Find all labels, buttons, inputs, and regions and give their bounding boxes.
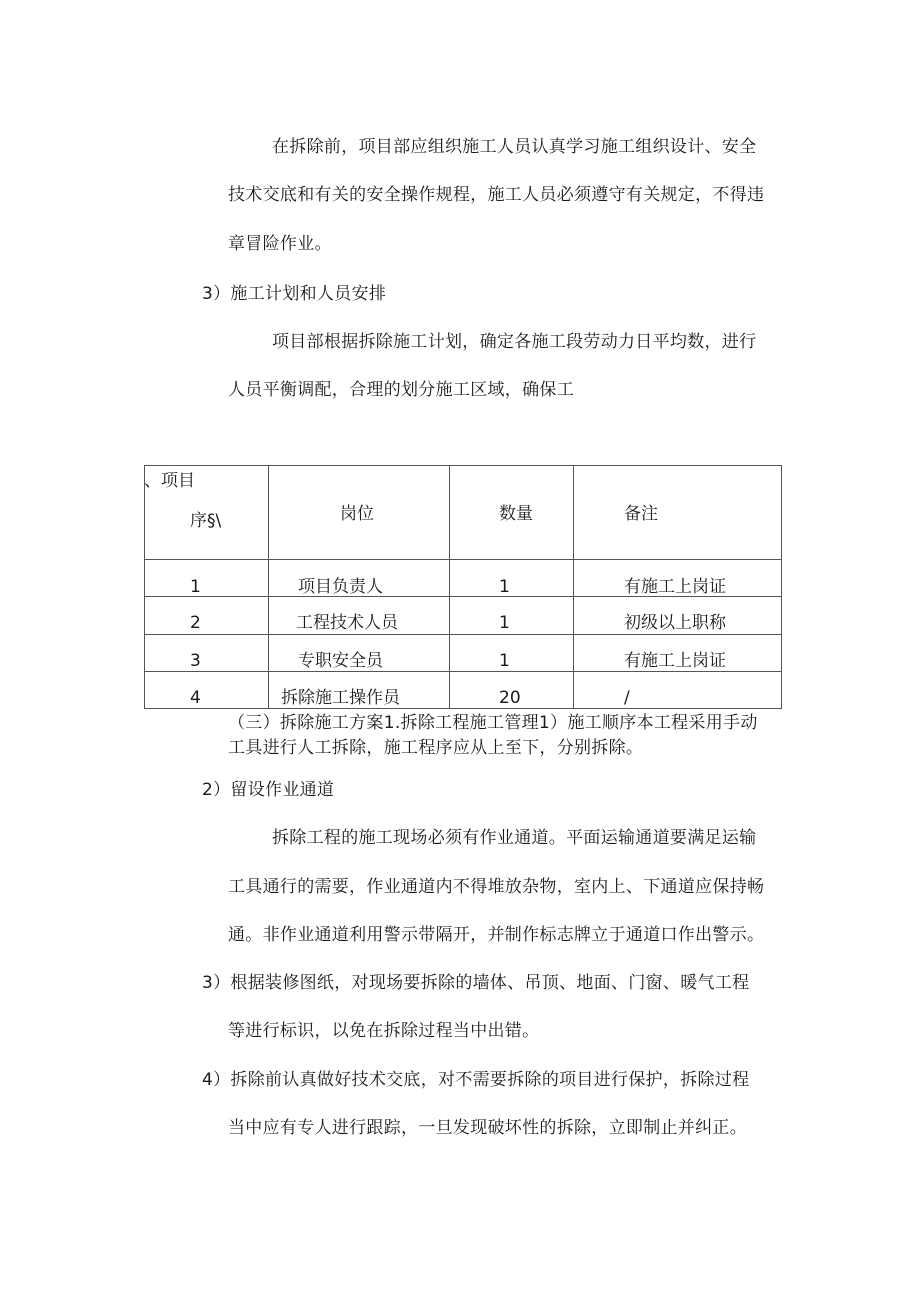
paragraph-line: （三）拆除施工方案1.拆除工程施工管理1）施工顺序本工程采用手动	[228, 713, 758, 733]
paragraph-line: 人员平衡调配，合理的划分施工区域，确保工	[228, 380, 574, 400]
table-cell-no: 1	[190, 577, 201, 597]
list-item-line: 3）根据装修图纸，对现场要拆除的墙体、吊顶、地面、门窗、暖气工程	[202, 973, 750, 993]
table-cell-remark: 有施工上岗证	[624, 577, 726, 597]
paragraph-line: 通。非作业通道利用警示带隔开，并制作标志牌立于通道口作出警示。	[228, 925, 765, 945]
list-item-line: 等进行标识，以免在拆除过程当中出错。	[228, 1021, 540, 1041]
table-header-remark: 备注	[624, 504, 658, 524]
table-cell-quantity: 1	[499, 651, 510, 671]
table-cell-remark: /	[624, 688, 630, 708]
table-cell-remark: 有施工上岗证	[624, 651, 726, 671]
table-cell-quantity: 1	[499, 577, 510, 597]
table-rule	[144, 465, 782, 466]
table-header-diag-top: 、项目	[144, 471, 195, 491]
table-cell-position: 专职安全员	[298, 651, 383, 671]
table-cell-remark: 初级以上职称	[624, 613, 726, 633]
table-cell-quantity: 20	[499, 688, 521, 708]
table-header-diag-bottom: 序§\	[190, 511, 222, 531]
paragraph-line: 工具通行的需要，作业通道内不得堆放杂物，室内上、下通道应保持畅	[228, 877, 765, 897]
table-header-position: 岗位	[340, 504, 374, 524]
table-rule	[144, 634, 782, 635]
paragraph-line: 章冒险作业。	[228, 234, 332, 254]
list-item-line: 当中应有专人进行跟踪，一旦发现破坏性的拆除，立即制止并纠正。	[228, 1118, 747, 1138]
table-rule	[144, 465, 145, 709]
table-header-quantity: 数量	[499, 504, 533, 524]
table-cell-no: 3	[190, 651, 201, 671]
table-cell-position: 工程技术人员	[296, 613, 398, 633]
list-item-line: 4）拆除前认真做好技术交底，对不需要拆除的项目进行保护，拆除过程	[202, 1070, 750, 1090]
table-cell-no: 2	[190, 613, 201, 633]
section-heading: 3）施工计划和人员安排	[202, 284, 387, 304]
paragraph-line: 拆除工程的施工现场必须有作业通道。平面运输通道要满足运输	[272, 828, 757, 848]
table-rule	[449, 465, 450, 709]
staffing-table	[144, 465, 782, 709]
table-rule	[268, 465, 269, 709]
table-rule	[781, 465, 782, 709]
paragraph-line: 项目部根据拆除施工计划，确定各施工段劳动力日平均数，进行	[272, 332, 757, 352]
table-cell-position: 项目负责人	[298, 577, 383, 597]
paragraph-line: 技术交底和有关的安全操作规程，施工人员必须遵守有关规定，不得违	[228, 185, 765, 205]
table-cell-no: 4	[190, 688, 201, 708]
section-heading: 2）留设作业通道	[202, 780, 335, 800]
table-rule	[144, 708, 782, 709]
table-rule	[573, 465, 574, 709]
table-cell-quantity: 1	[499, 613, 510, 633]
table-cell-position: 拆除施工操作员	[281, 688, 400, 708]
table-rule	[144, 559, 782, 560]
paragraph-line: 在拆除前，项目部应组织施工人员认真学习施工组织设计、安全	[272, 137, 757, 157]
paragraph-line: 工具进行人工拆除，施工程序应从上至下，分别拆除。	[228, 738, 644, 758]
